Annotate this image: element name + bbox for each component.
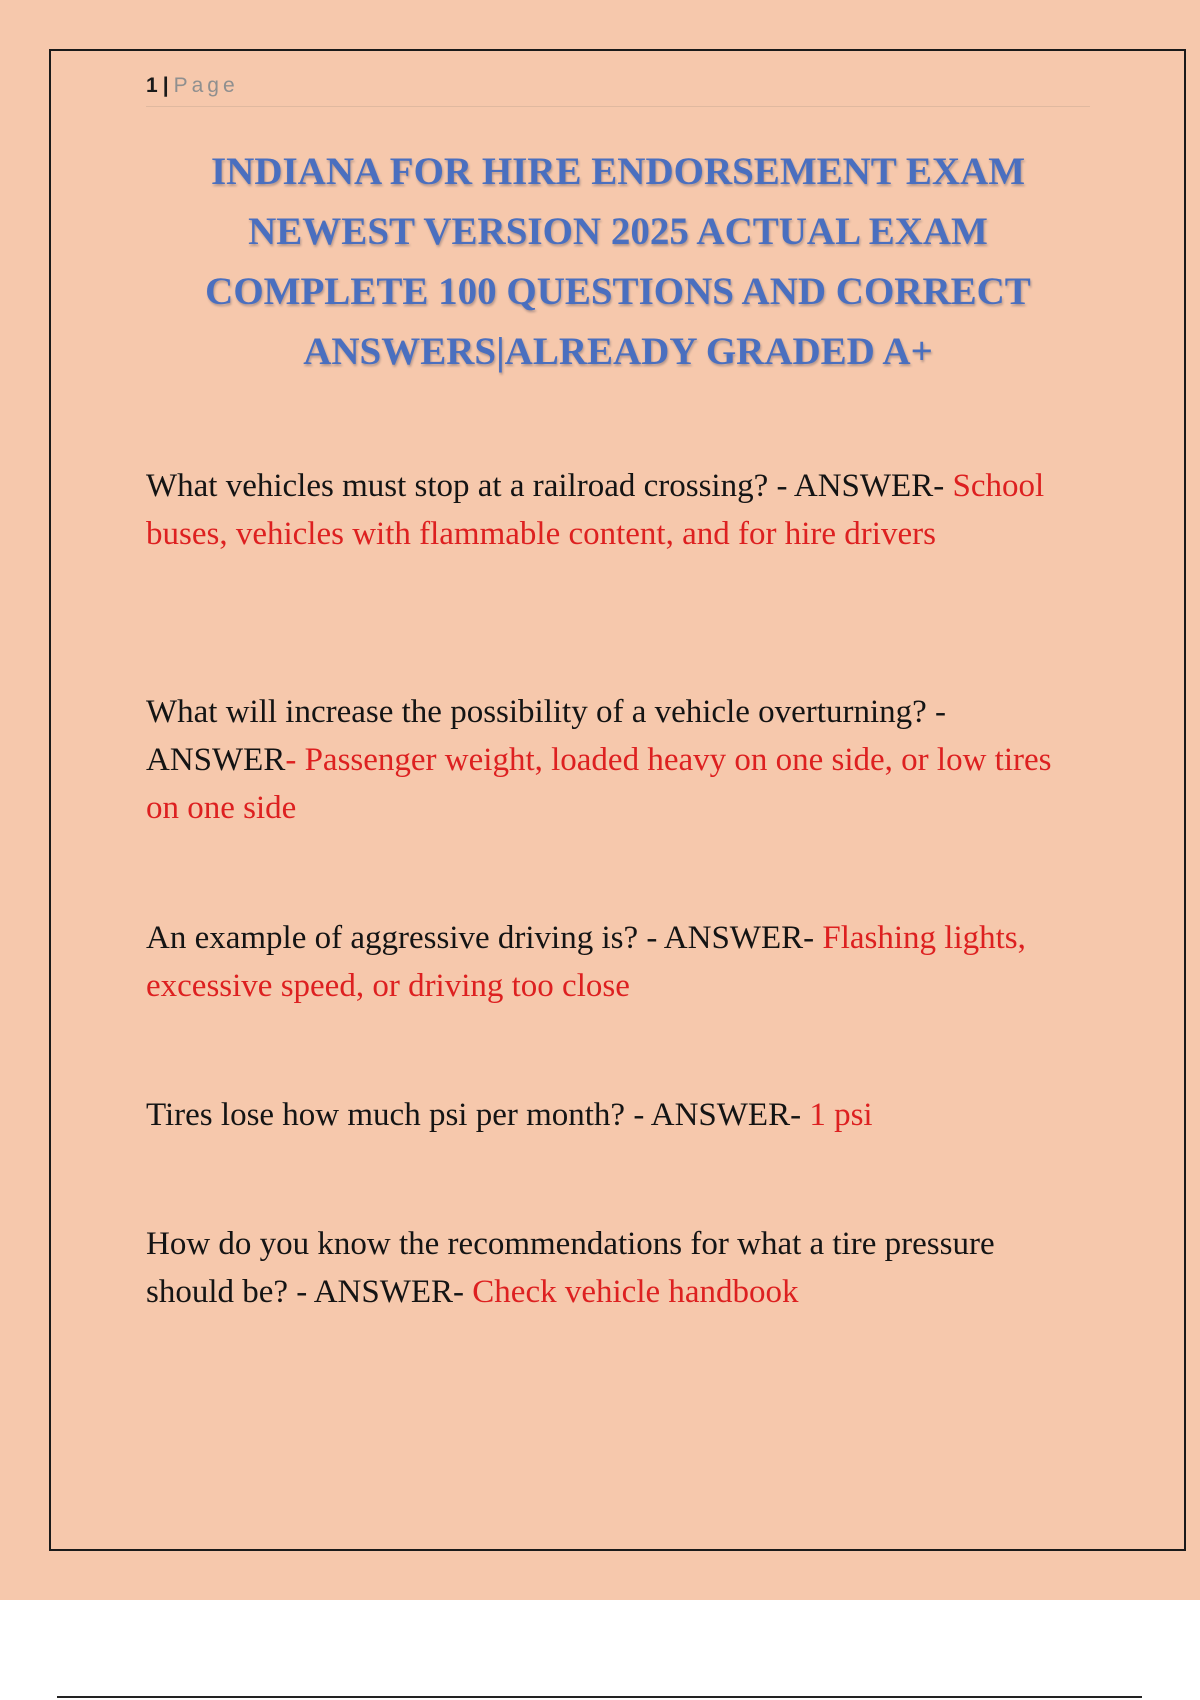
- document-title: INDIANA FOR HIRE ENDORSEMENT EXAM NEWEST VERSION 2025 ACTUAL EXAM COMPLETE 100 QUESTIONS AND CORRECT ANSWERS|ALREADY GRADED A+: [205, 150, 1031, 373]
- answer-text: 1 psi: [809, 1097, 873, 1133]
- answer-text: Flashing lights, excessive speed, or driving too close: [146, 920, 1026, 1004]
- question-text: How do you know the recommendations for what a tire pressure should be? - ANSWER-: [146, 1226, 995, 1310]
- qa-item-1: [146, 462, 1090, 558]
- qa-item-4: [146, 1091, 1090, 1139]
- answer-text: School buses, vehicles with flammable content, and for hire drivers: [146, 468, 1045, 552]
- page-number-header: [146, 74, 239, 98]
- page-number: 1: [146, 74, 159, 97]
- question-text: What will increase the possibility of a vehicle overturning? - ANSWER: [146, 694, 946, 778]
- page-label: Page: [173, 74, 239, 97]
- answer-text: Check vehicle handbook: [472, 1274, 799, 1310]
- next-page-divider: [57, 1696, 1142, 1698]
- page-number-separator: |: [162, 74, 170, 97]
- qa-item-3: [146, 914, 1090, 1010]
- answer-text: - Passenger weight, loaded heavy on one side, or low tires on one side: [146, 742, 1052, 826]
- question-text: An example of aggressive driving is? - ANSWER-: [146, 920, 823, 956]
- qa-item-2: [146, 688, 1090, 832]
- question-text: Tires lose how much psi per month? - ANSWER-: [146, 1097, 810, 1133]
- header-divider: [146, 106, 1090, 107]
- question-text: What vehicles must stop at a railroad crossing? - ANSWER-: [146, 468, 953, 504]
- qa-item-5: [146, 1220, 1090, 1316]
